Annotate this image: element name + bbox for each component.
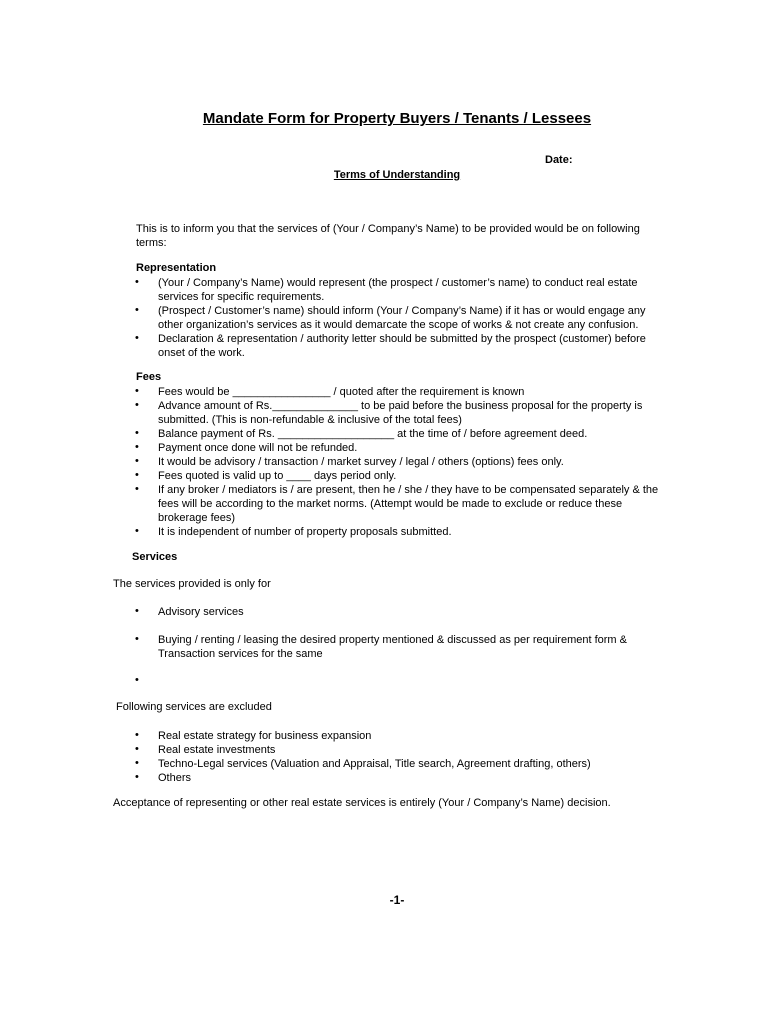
bullet-icon: • [135, 276, 139, 288]
list-item-text: Advance amount of Rs.______________ to be paid before the business proposal for the property is submitted. (This is non-refundable & inclusive of the total fees) [158, 400, 643, 426]
bullet-icon: • [135, 385, 139, 397]
list-item-text: If any broker / mediators is / are present, then he / she / they have to be compensated separately & the fees will be according to the market norms. (Attempt would be made to exclude or reduce these brokerage fees) [158, 484, 659, 524]
bullet-icon: • [135, 674, 139, 686]
list-item-text: Declaration & representation / authority letter should be submitted by the prospect (customer) before onset of the work. [158, 333, 646, 359]
list-item-text: Real estate strategy for business expansion [158, 730, 372, 742]
bullet-icon: • [135, 525, 139, 537]
services-provided-intro: The services provided is only for [113, 578, 271, 590]
list-item-text: (Your / Company’s Name) would represent (the prospect / customer’s name) to conduct real estate services for specific requirements. [158, 277, 638, 303]
intro-line-1: This is to inform you that the services of (Your / Company’s Name) to be provided would be on following [136, 223, 640, 235]
date-label: Date: [545, 154, 573, 166]
bullet-icon: • [135, 757, 139, 769]
bullet-icon: • [135, 771, 139, 783]
bullet-icon: • [135, 483, 139, 495]
terms-heading: Terms of Understanding [333, 169, 461, 181]
list-item-text: It is independent of number of property proposals submitted. [158, 526, 452, 538]
document-title: Mandate Form for Property Buyers / Tenants / Lessees [202, 110, 592, 127]
intro-paragraph [136, 222, 640, 250]
list-item-text: Buying / renting / leasing the desired property mentioned & discussed as per requirement form & Transaction services for the same [158, 634, 627, 660]
bullet-icon: • [135, 729, 139, 741]
list-item-text: Balance payment of Rs. ___________________ at the time of / before agreement deed. [158, 428, 588, 440]
bullet-icon: • [135, 399, 139, 411]
list-item-text: Payment once done will not be refunded. [158, 442, 358, 454]
list-item-text: Fees would be ________________ / quoted after the requirement is known [158, 386, 525, 398]
bullet-icon: • [135, 441, 139, 453]
list-item-text: (Prospect / Customer’s name) should inform (Your / Company’s Name) if it has or would engage any other organization’s services as it would demarcate the scope of works & not create any confusion. [158, 305, 646, 331]
list-item-text: Techno-Legal services (Valuation and Appraisal, Title search, Agreement drafting, others) [158, 758, 591, 770]
list-item-text: It would be advisory / transaction / market survey / legal / others (options) fees only. [158, 456, 564, 468]
services-excluded-intro: Following services are excluded [116, 701, 272, 713]
list-item-text: Others [158, 772, 192, 784]
bullet-icon: • [135, 304, 139, 316]
page-number: -1- [389, 893, 405, 907]
bullet-icon: • [135, 469, 139, 481]
fees-heading: Fees [136, 371, 162, 383]
bullet-icon: • [135, 743, 139, 755]
bullet-icon: • [135, 332, 139, 344]
bullet-icon: • [135, 605, 139, 617]
list-item-text: Advisory services [158, 606, 244, 618]
bullet-icon: • [135, 633, 139, 645]
services-heading: Services [132, 551, 178, 563]
bullet-icon: • [135, 427, 139, 439]
bullet-icon: • [135, 455, 139, 467]
acceptance-statement: Acceptance of representing or other real estate services is entirely (Your / Company’s Name) decision. [113, 797, 611, 809]
list-item-text: Fees quoted is valid up to ____ days period only. [158, 470, 397, 482]
intro-line-2: terms: [136, 237, 167, 249]
list-item-text: Real estate investments [158, 744, 276, 756]
representation-heading: Representation [136, 262, 217, 274]
